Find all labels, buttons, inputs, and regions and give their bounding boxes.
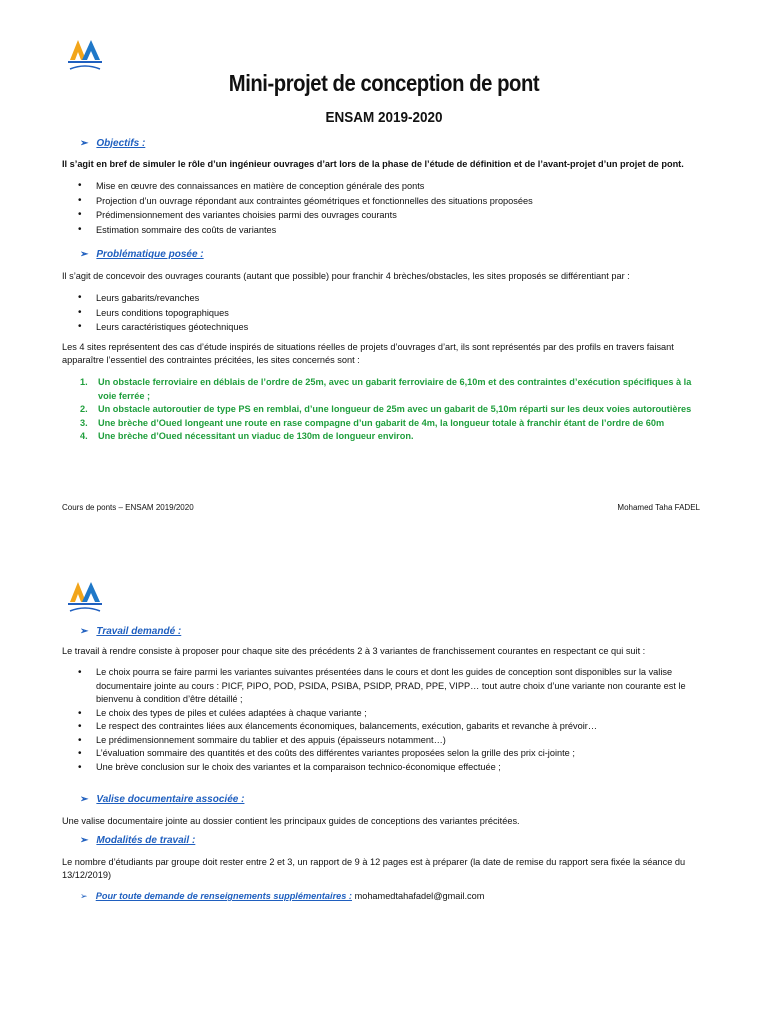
list-item: 1. Un obstacle ferroviaire en déblais de l’ordre de 25m, avec un gabarit ferroviaire de 6,10m et des contraintes d’exécution spécifiques à la voie ferrée ; xyxy=(80,377,692,401)
list-item: • Leurs conditions topographiques xyxy=(78,306,698,321)
footer-right: Mohamed Taha FADEL xyxy=(617,503,700,512)
list-item: • Le choix des types de piles et culées adaptées à chaque variante ; xyxy=(78,707,698,721)
list-item: • Estimation sommaire des coûts de variantes xyxy=(78,223,698,238)
arrow-bullet-icon: ➢ xyxy=(80,249,89,260)
list-item: • Prédimensionnement des variantes choisies parmi des ouvrages courants xyxy=(78,208,698,223)
list-item: • Le choix pourra se faire parmi les variantes suivantes présentées dans le cours et dont les guides de conception sont disponibles sur la valise documentaire jointe au cours : PICF, PIPO, POD, PSIDA, PSIBA, PSIDP, PRAD, PPE, VIPP… tout autre choix d’une variante non courante est le bienvenu à condition d’être détaillé ; xyxy=(78,666,698,707)
probleme-list xyxy=(78,291,698,335)
probleme-text: Il s’agit de concevoir des ouvrages courants (autant que possible) pour franchir 4 brèches/obstacles, les sites proposés se différentiant par : xyxy=(62,271,630,281)
contact-email[interactable]: mohamedtahafadel@gmail.com xyxy=(354,891,485,901)
list-item: • Le prédimensionnement sommaire du tablier et des appuis (épaisseurs notamment…) xyxy=(78,734,698,748)
ensam-logo-icon xyxy=(66,36,104,72)
objectifs-list xyxy=(78,179,698,237)
probleme-heading: ➢ Problématique posée : xyxy=(80,249,204,260)
travail-text: Le travail à rendre consiste à proposer pour chaque site des précédents 2 à 3 variantes de franchissement courantes en respectant ce qui suit : xyxy=(62,646,646,656)
list-item: • Leurs gabarits/revanches xyxy=(78,291,698,306)
contact-line xyxy=(80,891,484,902)
travail-list xyxy=(78,666,698,774)
list-item: • Projection d’un ouvrage répondant aux contraintes géométriques et fonctionnelles des situations proposées xyxy=(78,194,698,209)
arrow-bullet-icon: ➢ xyxy=(80,794,89,805)
page-2 xyxy=(0,572,768,1024)
list-item: 3. Une brèche d’Oued longeant une route en rase compagne d’un gabarit de 4m, la longueur totale à franchir étant de l’ordre de 60m xyxy=(80,417,665,428)
sites-text: Les 4 sites représentent des cas d’étude inspirés de situations réelles de projets d’ouvrages d’art, ils sont représentés par des profils en travers faisant apparaître l’essentiel des contraintes précitées, les sites concernés sont : xyxy=(62,342,674,365)
modalites-text: Le nombre d’étudiants par groupe doit rester entre 2 et 3, un rapport de 9 à 12 pages est à préparer (la date de remise du rapport sera fixée la séance du 13/12/2019) xyxy=(62,857,686,880)
list-item: • Le respect des contraintes liées aux élancements économiques, balancements, exécution, gabarits et revanche à prévoir… xyxy=(78,720,698,734)
modalites-heading: ➢ Modalités de travail : xyxy=(80,835,196,846)
contact-heading: Pour toute demande de renseignements supplémentaires : xyxy=(95,891,352,901)
list-item: 4. Une brèche d’Oued nécessitant un viaduc de 130m de longueur environ. xyxy=(80,431,414,441)
footer-left: Cours de ponts – ENSAM 2019/2020 xyxy=(62,503,194,512)
arrow-bullet-icon: ➢ xyxy=(80,626,89,637)
list-item: • Leurs caractéristiques géotechniques xyxy=(78,320,698,335)
ensam-logo-icon xyxy=(66,578,104,614)
list-item: 2. Un obstacle autoroutier de type PS en remblai, d’une longueur de 25m avec un gabarit de 5,10m réparti sur les deux voies autoroutières xyxy=(80,404,692,414)
arrow-bullet-icon: ➢ xyxy=(80,891,88,901)
valise-text: Une valise documentaire jointe au dossier contient les principaux guides de conceptions des variantes précitées. xyxy=(62,816,520,826)
list-item: • Mise en œuvre des connaissances en matière de conception générale des ponts xyxy=(78,179,698,194)
objectifs-heading: ➢ Objectifs : xyxy=(80,138,146,149)
page-title: Mini-projet de conception de pont xyxy=(228,70,540,96)
list-item: • L’évaluation sommaire des quantités et des coûts des différentes variantes proposées selon la grille des prix ci-jointe ; xyxy=(78,747,698,761)
list-item: • Une brève conclusion sur le choix des variantes et la comparaison technico-économique effectuée ; xyxy=(78,761,698,775)
arrow-bullet-icon: ➢ xyxy=(80,138,89,149)
sites-list xyxy=(80,376,710,444)
valise-heading: ➢ Valise documentaire associée : xyxy=(80,794,245,805)
travail-heading: ➢ Travail demandé : xyxy=(80,626,182,637)
page-subtitle: ENSAM 2019-2020 xyxy=(325,109,443,126)
arrow-bullet-icon: ➢ xyxy=(80,835,89,846)
intro-text: Il s’agit en bref de simuler le rôle d’un ingénieur ouvrages d’art lors de la phase de l’étude de définition et de l’avant-projet d’un projet de pont. xyxy=(62,159,684,169)
